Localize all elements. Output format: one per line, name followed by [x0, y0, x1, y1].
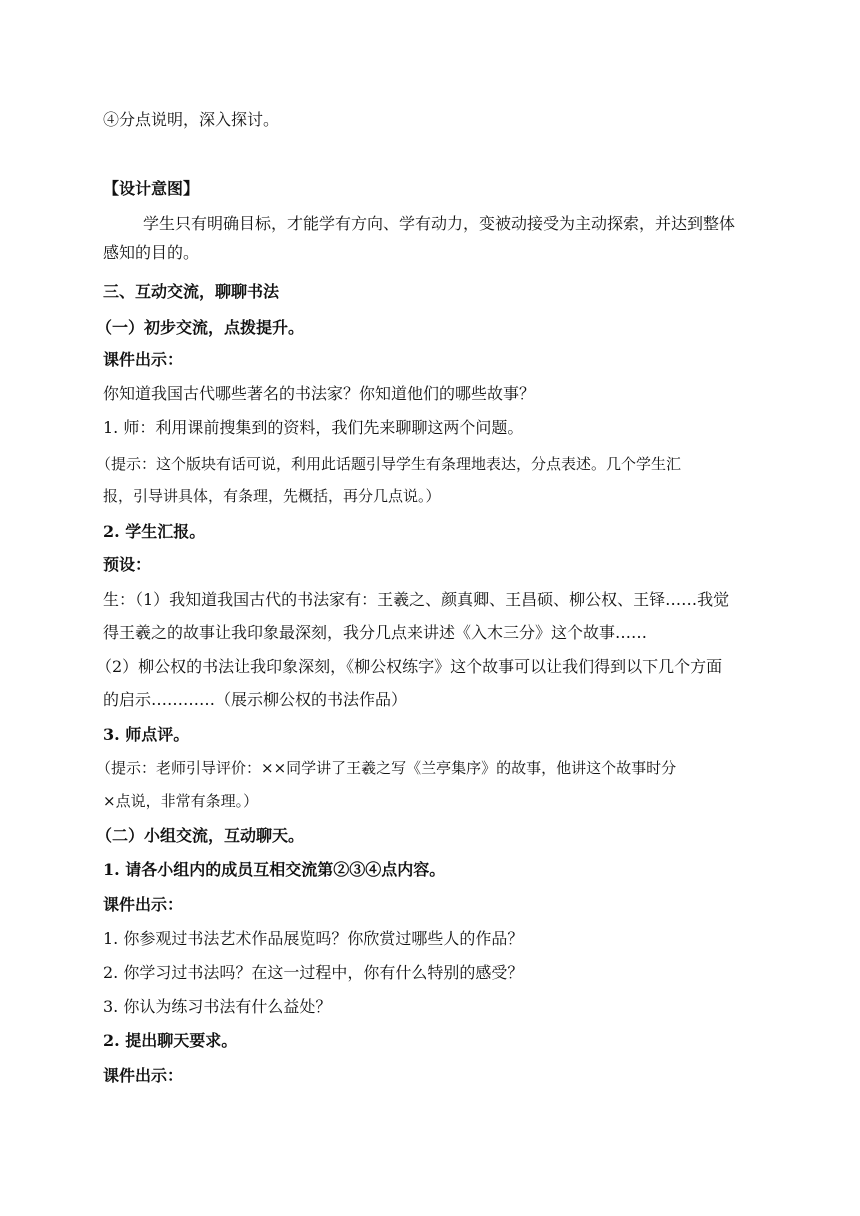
student-answer-2: （2）柳公权的书法让我印象深刻，《柳公权练字》这个故事可以让我们得到以下几个方面 [96, 657, 723, 676]
design-intent-text-cont: 感知的目的。 [103, 243, 200, 262]
section-three-heading: 三、互动交流，聊聊书法 [103, 282, 280, 301]
list-item-2: 2. 你学习过书法吗？在这一过程中，你有什么特别的感受？ [103, 963, 524, 982]
teacher-step-1: 1. 师：利用课前搜集到的资料，我们先来聊聊这两个问题。 [103, 418, 524, 437]
question-line: 你知道我国古代哪些著名的书法家？你知道他们的哪些故事？ [103, 384, 536, 403]
subsection-one-heading: （一）初步交流，点拨提升。 [96, 318, 305, 337]
student-answer-1-cont: 得王羲之的故事让我印象最深刻，我分几点来讲述《入木三分》这个故事…… [103, 623, 648, 642]
courseware-label-2: 课件出示： [103, 895, 184, 914]
list-item-1: 1. 你参观过书法艺术作品展览吗？你欣赏过哪些人的作品？ [103, 929, 524, 948]
subsection-two-heading: （二）小组交流，互动聊天。 [96, 826, 305, 845]
hint-comment-line: （提示：老师引导评价：××同学讲了王羲之写《兰亭集序》的故事，他讲这个故事时分 [96, 759, 677, 777]
student-answer-1: 生：（1）我知道我国古代的书法家有：王羲之、颜真卿、王昌硕、柳公权、王铎……我觉 [103, 590, 730, 609]
design-intent-text: 学生只有明确目标，才能学有方向、学有动力，变被动接受为主动探索，并达到整体 [143, 214, 736, 233]
courseware-label: 课件出示： [103, 350, 184, 369]
hint-comment-line-cont: ×点说，非常有条理。） [103, 792, 259, 810]
group-exchange-step: 1. 请各小组内的成员互相交流第②③④点内容。 [103, 860, 446, 879]
teacher-comment-step: 3. 师点评。 [103, 725, 190, 744]
student-answer-2-cont: 的启示…………（展示柳公权的书法作品） [103, 690, 408, 709]
hint-line: （提示：这个版块有话可说，利用此话题引导学生有条理地表达，分点表述。几个学生汇 [96, 455, 682, 473]
list-item-3: 3. 你认为练习书法有什么益处？ [103, 997, 332, 1016]
hint-line-cont: 报，引导讲具体，有条理，先概括，再分几点说。） [103, 487, 441, 505]
courseware-label-3: 课件出示： [103, 1066, 184, 1085]
point-four-line: ④分点说明，深入探讨。 [103, 110, 280, 129]
student-report-step: 2. 学生汇报。 [103, 522, 206, 541]
design-intent-heading: 【设计意图】 [103, 179, 200, 198]
preset-label: 预设： [103, 555, 152, 574]
chat-requirement-step: 2. 提出聊天要求。 [103, 1031, 238, 1050]
